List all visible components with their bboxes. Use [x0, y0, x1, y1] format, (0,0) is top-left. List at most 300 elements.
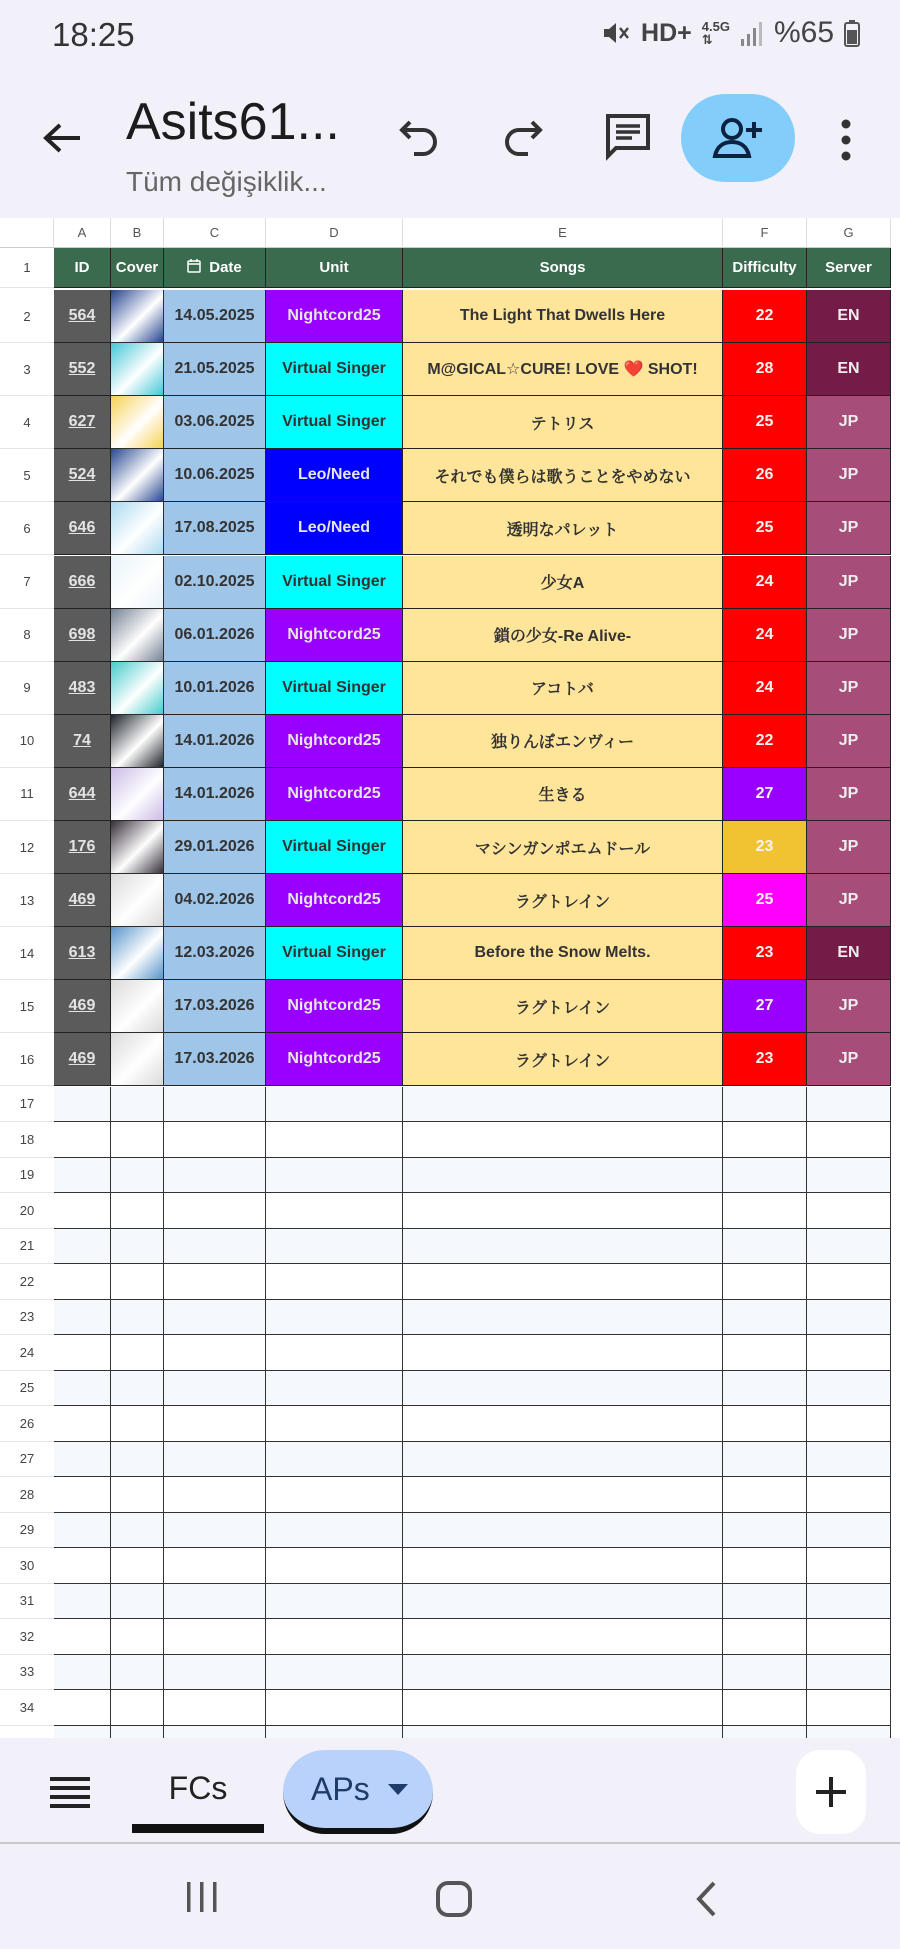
server-cell[interactable]: JP	[807, 715, 891, 768]
empty-cell[interactable]	[266, 1229, 403, 1265]
server-cell[interactable]: JP	[807, 874, 891, 927]
empty-cell[interactable]	[807, 1264, 891, 1300]
empty-cell[interactable]	[111, 1513, 164, 1549]
empty-cell[interactable]	[54, 1300, 111, 1336]
empty-cell[interactable]	[164, 1477, 266, 1513]
column-header-a[interactable]: A	[54, 218, 111, 248]
empty-cell[interactable]	[807, 1335, 891, 1371]
empty-cell[interactable]	[723, 1548, 807, 1584]
song-id-link[interactable]: 698	[68, 625, 96, 643]
unit-cell[interactable]: Virtual Singer	[266, 396, 403, 449]
empty-cell[interactable]	[111, 1193, 164, 1229]
unit-cell[interactable]: Nightcord25	[266, 609, 403, 662]
empty-cell[interactable]	[403, 1229, 723, 1265]
row-number[interactable]: 7	[0, 556, 54, 609]
server-cell[interactable]: JP	[807, 1033, 891, 1086]
difficulty-cell[interactable]: 25	[723, 502, 807, 555]
empty-cell[interactable]	[54, 1655, 111, 1691]
unit-cell[interactable]: Nightcord25	[266, 715, 403, 768]
difficulty-cell[interactable]: 24	[723, 662, 807, 715]
empty-cell[interactable]	[111, 1584, 164, 1620]
empty-cell[interactable]	[723, 1335, 807, 1371]
empty-cell[interactable]	[807, 1442, 891, 1478]
server-cell[interactable]: JP	[807, 662, 891, 715]
id-cell[interactable]	[54, 821, 111, 874]
date-cell[interactable]: 17.03.2026	[164, 1033, 266, 1086]
empty-cell[interactable]	[723, 1690, 807, 1726]
empty-cell[interactable]	[403, 1371, 723, 1407]
empty-cell[interactable]	[266, 1335, 403, 1371]
row-number[interactable]: 32	[0, 1619, 54, 1655]
document-title[interactable]: Asits61...	[126, 93, 340, 151]
empty-cell[interactable]	[807, 1548, 891, 1584]
row-number[interactable]: 25	[0, 1371, 54, 1407]
empty-cell[interactable]	[266, 1690, 403, 1726]
tab-aps[interactable]	[283, 1750, 433, 1834]
empty-cell[interactable]	[807, 1193, 891, 1229]
header-cell-unit[interactable]	[266, 248, 403, 288]
row-number[interactable]: 15	[0, 980, 54, 1033]
empty-cell[interactable]	[54, 1406, 111, 1442]
empty-cell[interactable]	[403, 1477, 723, 1513]
empty-cell[interactable]	[807, 1229, 891, 1265]
empty-cell[interactable]	[266, 1300, 403, 1336]
undo-icon[interactable]	[396, 112, 444, 160]
empty-cell[interactable]	[54, 1442, 111, 1478]
back-arrow-icon[interactable]	[40, 116, 84, 160]
id-cell[interactable]	[54, 396, 111, 449]
row-number[interactable]: 31	[0, 1584, 54, 1620]
comment-icon[interactable]	[604, 112, 652, 160]
empty-cell[interactable]	[403, 1335, 723, 1371]
empty-cell[interactable]	[111, 1335, 164, 1371]
row-number[interactable]: 29	[0, 1513, 54, 1549]
song-cell[interactable]: 生きる	[403, 768, 723, 821]
empty-cell[interactable]	[723, 1655, 807, 1691]
cover-image[interactable]	[111, 874, 164, 927]
song-id-link[interactable]: 524	[68, 466, 96, 484]
row-number[interactable]: 2	[0, 290, 54, 343]
empty-cell[interactable]	[164, 1158, 266, 1194]
empty-cell[interactable]	[266, 1406, 403, 1442]
date-cell[interactable]: 14.05.2025	[164, 290, 266, 343]
column-header-g[interactable]: G	[807, 218, 891, 248]
song-cell[interactable]: 鎖の少女-Re Alive-	[403, 609, 723, 662]
row-number[interactable]: 1	[0, 248, 54, 288]
id-cell[interactable]	[54, 768, 111, 821]
unit-cell[interactable]: Nightcord25	[266, 1033, 403, 1086]
empty-cell[interactable]	[111, 1619, 164, 1655]
song-id-link[interactable]: 564	[68, 307, 96, 325]
empty-cell[interactable]	[266, 1513, 403, 1549]
unit-cell[interactable]: Virtual Singer	[266, 927, 403, 980]
row-number[interactable]: 34	[0, 1690, 54, 1726]
empty-cell[interactable]	[54, 1371, 111, 1407]
row-number[interactable]: 16	[0, 1033, 54, 1086]
tab-fcs[interactable]: FCs	[168, 1769, 228, 1806]
empty-cell[interactable]	[266, 1193, 403, 1229]
cover-image[interactable]	[111, 343, 164, 396]
server-cell[interactable]: JP	[807, 396, 891, 449]
song-id-link[interactable]: 644	[68, 784, 96, 802]
empty-cell[interactable]	[164, 1300, 266, 1336]
empty-cell[interactable]	[403, 1087, 723, 1123]
empty-cell[interactable]	[723, 1158, 807, 1194]
empty-cell[interactable]	[403, 1690, 723, 1726]
song-cell[interactable]: ラグトレイン	[403, 1033, 723, 1086]
song-id-link[interactable]: 483	[68, 678, 96, 696]
empty-cell[interactable]	[403, 1548, 723, 1584]
difficulty-cell[interactable]: 27	[723, 768, 807, 821]
empty-cell[interactable]	[54, 1087, 111, 1123]
date-cell[interactable]: 12.03.2026	[164, 927, 266, 980]
server-cell[interactable]: JP	[807, 502, 891, 555]
song-id-link[interactable]: 613	[68, 944, 96, 962]
song-id-link[interactable]: 552	[68, 360, 96, 378]
spreadsheet-grid[interactable]	[0, 218, 900, 1738]
unit-cell[interactable]: Virtual Singer	[266, 821, 403, 874]
empty-cell[interactable]	[266, 1477, 403, 1513]
difficulty-cell[interactable]: 26	[723, 449, 807, 502]
empty-cell[interactable]	[723, 1264, 807, 1300]
id-cell[interactable]	[54, 343, 111, 396]
row-number[interactable]: 13	[0, 874, 54, 927]
empty-cell[interactable]	[807, 1158, 891, 1194]
difficulty-cell[interactable]: 28	[723, 343, 807, 396]
song-cell[interactable]: M@GICAL☆CURE! LOVE ❤️ SHOT!	[403, 343, 723, 396]
recents-icon[interactable]	[184, 1880, 220, 1914]
empty-cell[interactable]	[807, 1300, 891, 1336]
cover-image[interactable]	[111, 290, 164, 343]
empty-cell[interactable]	[164, 1584, 266, 1620]
id-cell[interactable]	[54, 874, 111, 927]
row-number[interactable]: 9	[0, 662, 54, 715]
song-id-link[interactable]: 469	[68, 891, 96, 909]
date-cell[interactable]: 21.05.2025	[164, 343, 266, 396]
empty-cell[interactable]	[54, 1229, 111, 1265]
column-header-b[interactable]: B	[111, 218, 164, 248]
song-cell[interactable]: マシンガンポエムドール	[403, 821, 723, 874]
header-cell-difficulty[interactable]	[723, 248, 807, 288]
empty-cell[interactable]	[111, 1158, 164, 1194]
header-cell-date[interactable]	[164, 248, 266, 288]
id-cell[interactable]	[54, 609, 111, 662]
empty-cell[interactable]	[54, 1690, 111, 1726]
date-cell[interactable]: 29.01.2026	[164, 821, 266, 874]
song-id-link[interactable]: 74	[73, 731, 91, 749]
song-cell[interactable]: Before the Snow Melts.	[403, 927, 723, 980]
id-cell[interactable]	[54, 1033, 111, 1086]
empty-cell[interactable]	[164, 1442, 266, 1478]
empty-cell[interactable]	[111, 1690, 164, 1726]
date-cell[interactable]: 03.06.2025	[164, 396, 266, 449]
empty-cell[interactable]	[403, 1513, 723, 1549]
empty-cell[interactable]	[111, 1229, 164, 1265]
cover-image[interactable]	[111, 1033, 164, 1086]
share-button[interactable]	[681, 94, 795, 182]
empty-cell[interactable]	[723, 1619, 807, 1655]
empty-cell[interactable]	[111, 1406, 164, 1442]
cover-image[interactable]	[111, 927, 164, 980]
empty-cell[interactable]	[111, 1300, 164, 1336]
song-cell[interactable]: 独りんぼエンヴィー	[403, 715, 723, 768]
song-cell[interactable]: ラグトレイン	[403, 874, 723, 927]
row-number[interactable]: 23	[0, 1300, 54, 1336]
cover-image[interactable]	[111, 662, 164, 715]
row-number[interactable]: 19	[0, 1158, 54, 1194]
row-number[interactable]: 28	[0, 1477, 54, 1513]
empty-cell[interactable]	[54, 1584, 111, 1620]
empty-cell[interactable]	[54, 1264, 111, 1300]
song-id-link[interactable]: 666	[68, 572, 96, 590]
date-cell[interactable]: 04.02.2026	[164, 874, 266, 927]
empty-cell[interactable]	[111, 1655, 164, 1691]
song-id-link[interactable]: 176	[68, 838, 96, 856]
id-cell[interactable]	[54, 927, 111, 980]
header-cell-songs[interactable]	[403, 248, 723, 288]
server-cell[interactable]: EN	[807, 343, 891, 396]
row-number[interactable]: 22	[0, 1264, 54, 1300]
empty-cell[interactable]	[723, 1122, 807, 1158]
unit-cell[interactable]: Virtual Singer	[266, 343, 403, 396]
date-cell[interactable]: 06.01.2026	[164, 609, 266, 662]
unit-cell[interactable]: Nightcord25	[266, 768, 403, 821]
empty-cell[interactable]	[266, 1619, 403, 1655]
empty-cell[interactable]	[807, 1690, 891, 1726]
cover-image[interactable]	[111, 715, 164, 768]
row-number[interactable]: 20	[0, 1193, 54, 1229]
empty-cell[interactable]	[164, 1655, 266, 1691]
unit-cell[interactable]: Leo/Need	[266, 502, 403, 555]
difficulty-cell[interactable]: 24	[723, 556, 807, 609]
song-cell[interactable]: アコトバ	[403, 662, 723, 715]
empty-cell[interactable]	[164, 1406, 266, 1442]
empty-cell[interactable]	[111, 1548, 164, 1584]
cover-image[interactable]	[111, 768, 164, 821]
empty-cell[interactable]	[164, 1619, 266, 1655]
difficulty-cell[interactable]: 23	[723, 1033, 807, 1086]
song-id-link[interactable]: 627	[68, 413, 96, 431]
difficulty-cell[interactable]: 25	[723, 396, 807, 449]
date-cell[interactable]: 17.08.2025	[164, 502, 266, 555]
id-cell[interactable]	[54, 556, 111, 609]
empty-cell[interactable]	[403, 1264, 723, 1300]
header-cell-server[interactable]	[807, 248, 891, 288]
server-cell[interactable]: EN	[807, 927, 891, 980]
empty-cell[interactable]	[807, 1513, 891, 1549]
empty-cell[interactable]	[111, 1087, 164, 1123]
unit-cell[interactable]: Nightcord25	[266, 874, 403, 927]
add-sheet-button[interactable]	[796, 1750, 866, 1834]
date-cell[interactable]: 02.10.2025	[164, 556, 266, 609]
row-number[interactable]: 8	[0, 609, 54, 662]
empty-cell[interactable]	[403, 1122, 723, 1158]
empty-cell[interactable]	[164, 1548, 266, 1584]
empty-cell[interactable]	[111, 1122, 164, 1158]
id-cell[interactable]	[54, 290, 111, 343]
unit-cell[interactable]: Nightcord25	[266, 290, 403, 343]
empty-cell[interactable]	[54, 1619, 111, 1655]
empty-cell[interactable]	[54, 1513, 111, 1549]
header-cell-cover[interactable]	[111, 248, 164, 288]
empty-cell[interactable]	[807, 1406, 891, 1442]
row-number[interactable]: 4	[0, 396, 54, 449]
empty-cell[interactable]	[266, 1584, 403, 1620]
row-number[interactable]: 14	[0, 927, 54, 980]
server-cell[interactable]: JP	[807, 980, 891, 1033]
date-cell[interactable]: 10.06.2025	[164, 449, 266, 502]
empty-cell[interactable]	[723, 1229, 807, 1265]
row-number[interactable]: 6	[0, 502, 54, 555]
server-cell[interactable]: JP	[807, 556, 891, 609]
server-cell[interactable]: JP	[807, 609, 891, 662]
empty-cell[interactable]	[164, 1335, 266, 1371]
empty-cell[interactable]	[164, 1122, 266, 1158]
server-cell[interactable]: JP	[807, 768, 891, 821]
empty-cell[interactable]	[54, 1548, 111, 1584]
row-number[interactable]: 11	[0, 768, 54, 821]
empty-cell[interactable]	[403, 1442, 723, 1478]
empty-cell[interactable]	[111, 1264, 164, 1300]
song-cell[interactable]: 少女A	[403, 556, 723, 609]
row-number[interactable]: 27	[0, 1442, 54, 1478]
song-id-link[interactable]: 646	[68, 519, 96, 537]
empty-cell[interactable]	[807, 1584, 891, 1620]
server-cell[interactable]: JP	[807, 821, 891, 874]
difficulty-cell[interactable]: 27	[723, 980, 807, 1033]
empty-cell[interactable]	[111, 1442, 164, 1478]
cover-image[interactable]	[111, 556, 164, 609]
empty-cell[interactable]	[723, 1584, 807, 1620]
date-cell[interactable]: 14.01.2026	[164, 715, 266, 768]
header-cell-id[interactable]	[54, 248, 111, 288]
empty-cell[interactable]	[403, 1406, 723, 1442]
empty-cell[interactable]	[54, 1193, 111, 1229]
empty-cell[interactable]	[266, 1264, 403, 1300]
empty-cell[interactable]	[723, 1513, 807, 1549]
empty-cell[interactable]	[723, 1442, 807, 1478]
row-number[interactable]: 3	[0, 343, 54, 396]
select-all-corner[interactable]	[0, 218, 54, 248]
empty-cell[interactable]	[403, 1193, 723, 1229]
unit-cell[interactable]: Virtual Singer	[266, 662, 403, 715]
empty-cell[interactable]	[266, 1371, 403, 1407]
song-id-link[interactable]: 469	[68, 1050, 96, 1068]
cover-image[interactable]	[111, 502, 164, 555]
difficulty-cell[interactable]: 23	[723, 927, 807, 980]
row-number[interactable]: 30	[0, 1548, 54, 1584]
empty-cell[interactable]	[111, 1477, 164, 1513]
row-number[interactable]: 5	[0, 449, 54, 502]
nav-back-icon[interactable]	[694, 1880, 718, 1918]
empty-cell[interactable]	[54, 1335, 111, 1371]
difficulty-cell[interactable]: 24	[723, 609, 807, 662]
cover-image[interactable]	[111, 609, 164, 662]
column-header-c[interactable]: C	[164, 218, 266, 248]
date-cell[interactable]: 17.03.2026	[164, 980, 266, 1033]
song-cell[interactable]: The Light That Dwells Here	[403, 290, 723, 343]
row-number[interactable]: 10	[0, 715, 54, 768]
empty-cell[interactable]	[266, 1158, 403, 1194]
id-cell[interactable]	[54, 980, 111, 1033]
empty-cell[interactable]	[403, 1584, 723, 1620]
difficulty-cell[interactable]: 22	[723, 715, 807, 768]
id-cell[interactable]	[54, 502, 111, 555]
date-cell[interactable]: 10.01.2026	[164, 662, 266, 715]
song-cell[interactable]: テトリス	[403, 396, 723, 449]
cover-image[interactable]	[111, 449, 164, 502]
song-id-link[interactable]: 469	[68, 997, 96, 1015]
empty-cell[interactable]	[723, 1087, 807, 1123]
row-number[interactable]: 18	[0, 1122, 54, 1158]
empty-cell[interactable]	[266, 1655, 403, 1691]
unit-cell[interactable]: Virtual Singer	[266, 556, 403, 609]
empty-cell[interactable]	[723, 1300, 807, 1336]
more-vert-icon[interactable]	[834, 116, 858, 164]
empty-cell[interactable]	[266, 1548, 403, 1584]
empty-cell[interactable]	[111, 1371, 164, 1407]
empty-cell[interactable]	[164, 1193, 266, 1229]
empty-cell[interactable]	[164, 1087, 266, 1123]
id-cell[interactable]	[54, 449, 111, 502]
row-number[interactable]: 21	[0, 1229, 54, 1265]
empty-cell[interactable]	[54, 1158, 111, 1194]
id-cell[interactable]	[54, 715, 111, 768]
row-number[interactable]: 33	[0, 1655, 54, 1691]
difficulty-cell[interactable]: 22	[723, 290, 807, 343]
cover-image[interactable]	[111, 980, 164, 1033]
empty-cell[interactable]	[266, 1087, 403, 1123]
empty-cell[interactable]	[164, 1229, 266, 1265]
column-header-d[interactable]: D	[266, 218, 403, 248]
empty-cell[interactable]	[807, 1122, 891, 1158]
difficulty-cell[interactable]: 25	[723, 874, 807, 927]
row-number[interactable]: 12	[0, 821, 54, 874]
empty-cell[interactable]	[723, 1371, 807, 1407]
empty-cell[interactable]	[807, 1619, 891, 1655]
song-cell[interactable]: 透明なパレット	[403, 502, 723, 555]
cover-image[interactable]	[111, 396, 164, 449]
empty-cell[interactable]	[164, 1513, 266, 1549]
row-number[interactable]: 26	[0, 1406, 54, 1442]
empty-cell[interactable]	[807, 1371, 891, 1407]
server-cell[interactable]: EN	[807, 290, 891, 343]
dropdown-caret-icon[interactable]	[388, 1784, 408, 1795]
empty-cell[interactable]	[54, 1122, 111, 1158]
sheet-list-icon[interactable]	[50, 1776, 90, 1808]
column-header-e[interactable]: E	[403, 218, 723, 248]
empty-cell[interactable]	[54, 1477, 111, 1513]
empty-cell[interactable]	[403, 1655, 723, 1691]
redo-icon[interactable]	[498, 112, 546, 160]
unit-cell[interactable]: Leo/Need	[266, 449, 403, 502]
column-header-f[interactable]: F	[723, 218, 807, 248]
difficulty-cell[interactable]: 23	[723, 821, 807, 874]
id-cell[interactable]	[54, 662, 111, 715]
empty-cell[interactable]	[723, 1406, 807, 1442]
server-cell[interactable]: JP	[807, 449, 891, 502]
empty-cell[interactable]	[403, 1158, 723, 1194]
empty-cell[interactable]	[723, 1193, 807, 1229]
song-cell[interactable]: それでも僕らは歌うことをやめない	[403, 449, 723, 502]
cover-image[interactable]	[111, 821, 164, 874]
empty-cell[interactable]	[403, 1300, 723, 1336]
empty-cell[interactable]	[807, 1477, 891, 1513]
unit-cell[interactable]: Nightcord25	[266, 980, 403, 1033]
empty-cell[interactable]	[164, 1371, 266, 1407]
empty-cell[interactable]	[403, 1619, 723, 1655]
row-number[interactable]: 17	[0, 1087, 54, 1123]
